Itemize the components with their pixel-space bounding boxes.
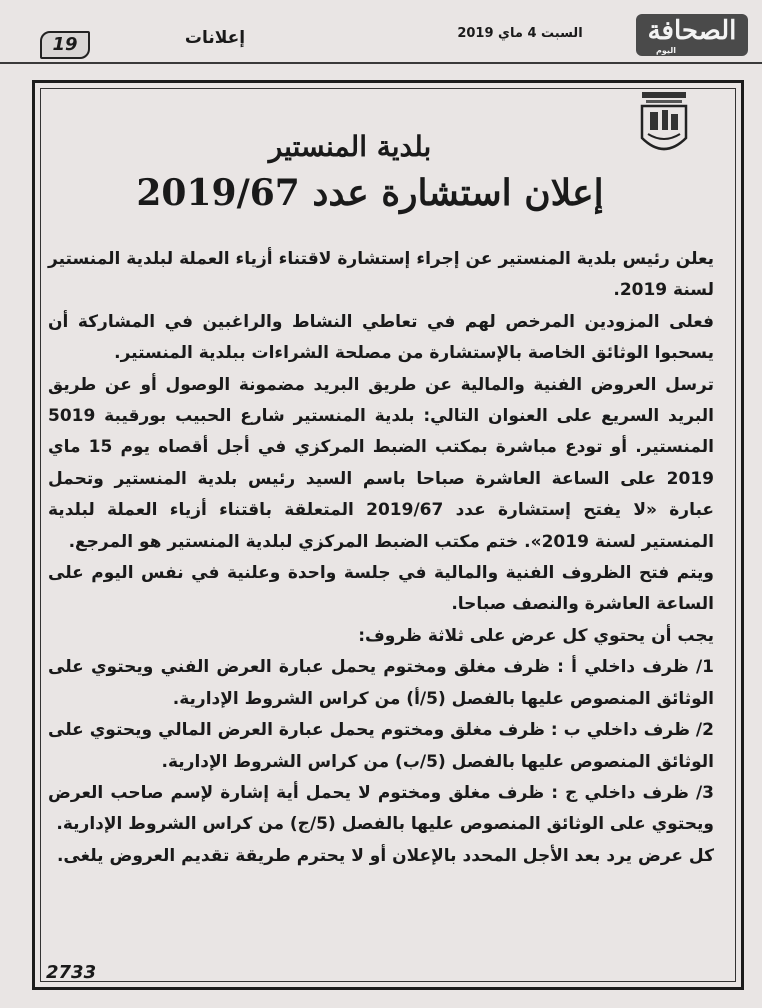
newspaper-header	[0, 0, 762, 64]
paragraph-envelope-a: 1/ ظرف داخلي أ : ظرف مغلق ومختوم يحمل عبارة العرض الفني ويحتوي على الوثائق المنصوص عليها بالفصل (5/أ) من كراس الشروط الإدارية.	[48, 657, 714, 709]
paragraph-envelopes: يجب أن يحتوي كل عرض على ثلاثة ظروف:	[358, 625, 714, 646]
newspaper-logo-sub: اليوم	[656, 46, 676, 55]
paragraph-envelope-c: 3/ ظرف داخلي ج : ظرف مغلق ومختوم لا يحمل أية إشارة لإسم صاحب العرض ويحتوي على الوثائق المنصوص عليها بالفصل (5/ج) من كراس الشروط الإدارية.	[48, 782, 714, 835]
page-number: 19	[40, 31, 90, 59]
paragraph-envelope-b: 2/ ظرف داخلي ب : ظرف مغلق ومختوم يحمل عبارة العرض المالي ويحتوي على الوثائق المنصوص عليها بالفصل (5/ب) من كراس الشروط الإدارية.	[48, 720, 714, 772]
issue-date: السبت 4 ماي 2019	[457, 26, 583, 41]
paragraph-submission: ترسل العروض الفنية والمالية عن طريق البريد مضمونة الوصول أو عن طريق البريد السريع على العنوان التالي: بلدية المنستير شارع الحبيب بورقيبة 5019 المنستير. أو تودع مباشرة بمكتب الضبط المركزي في أجل أقصاه يوم 15 ماي 2019 على الساعة العاشرة صباحا باسم السيد رئيس بلدية المنستير وتحمل عبارة «لا يفتح إستشارة عدد 2019/67 المتعلقة باقتناء أزياء العملة لبلدية المنستير لسنة 2019». ختم مكتب الضبط المركزي لبلدية المنستير هو المرجع.	[48, 374, 715, 552]
paragraph-late-offers: كل عرض يرد بعد الأجل المحدد بالإعلان أو لا يحترم طريقة تقديم العروض يلغى.	[56, 845, 714, 866]
notice-title: بلدية المنستير	[268, 130, 432, 163]
notice-subtitle: إعلان استشارة عدد 2019/67	[136, 172, 604, 214]
section-name: إعلانات	[184, 28, 246, 48]
paragraph-opening: ويتم فتح الظروف الفنية والمالية في جلسة واحدة وعلنية في نفس اليوم على الساعة العاشرة والنصف صباحا.	[48, 563, 714, 615]
newspaper-logo: الصحافة	[636, 14, 748, 56]
municipality-emblem-icon	[638, 88, 690, 160]
notice-body	[48, 244, 714, 872]
paragraph-suppliers: فعلى المزودين المرخص لهم في تعاطي النشاط والراغبين في المشاركة أن يسحبوا الوثائق الخاصة بالإستشارة من مصلحة الشراءات ببلدية المنستير.	[48, 311, 714, 364]
paragraph-intro: يعلن رئيس بلدية المنستير عن إجراء إستشارة لاقتناء أزياء العملة لبلدية المنستير لسنة 2019.	[48, 249, 714, 301]
notice-reference-number: 2733	[46, 962, 97, 983]
